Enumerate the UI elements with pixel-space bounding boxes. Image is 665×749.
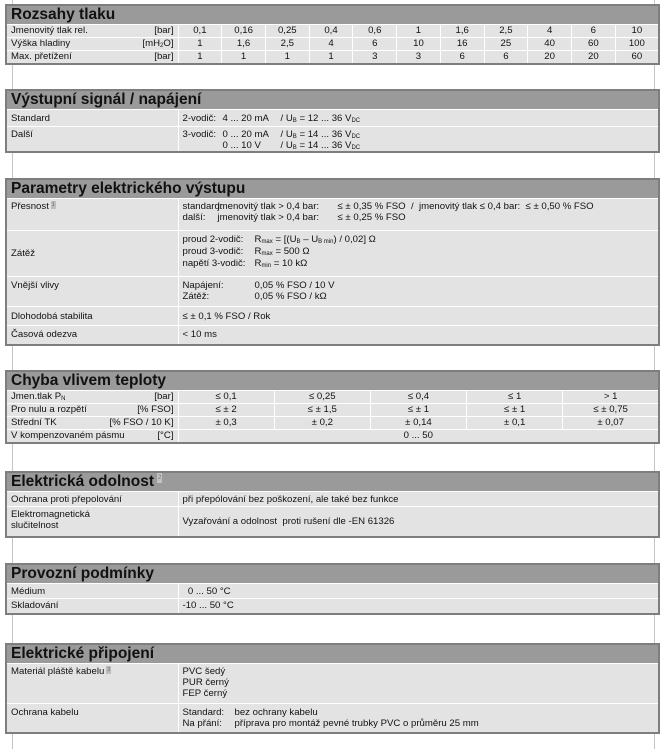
value-cell: 4: [528, 25, 572, 38]
value-cell: 20: [528, 51, 572, 64]
value-cell: 6: [353, 38, 397, 51]
row-label: Médium: [6, 584, 178, 599]
label-text: Pro nulu a rozpětí: [11, 404, 87, 415]
value-cell: ≤ ± 0,75: [563, 404, 659, 417]
signal-range: 4 ... 20 mA: [222, 112, 269, 124]
row-label: Další: [6, 127, 178, 153]
table-row: [6, 599, 659, 614]
accuracy-condition: jmenovitý tlak > 0,4 bar:: [217, 201, 320, 212]
unit-text: [bar]: [154, 25, 174, 36]
row-label: [6, 38, 178, 51]
label-text: V kompenzovaném pásmu: [11, 430, 125, 441]
row-value: 0 ... 50 °C: [178, 584, 659, 599]
row-label: [6, 391, 178, 404]
unit-pre: [mH: [142, 38, 161, 49]
accuracy-value: ≤ ± 0,25 % FSO: [337, 212, 406, 223]
label-sub: N: [61, 396, 66, 402]
supply-label: / U: [280, 129, 293, 140]
row-label: Zátěž: [6, 231, 178, 277]
dc-sub: DC: [351, 117, 361, 124]
signal-range: 0 ... 10 V: [222, 140, 261, 151]
unit-text: [% FSO]: [137, 404, 174, 415]
row-label: [6, 51, 178, 64]
cable-material: PVC šedý: [182, 666, 226, 677]
value-cell: 1: [309, 51, 353, 64]
supply-sub: B: [292, 134, 297, 140]
table-row: [6, 584, 659, 599]
label-text: Materiál pláště kabelu: [11, 666, 105, 677]
dc-sub: DC: [351, 145, 361, 151]
value-cell: 100: [615, 38, 659, 51]
table-row: [6, 507, 659, 537]
row-label: [6, 404, 178, 417]
electrical-resistance-table: [5, 471, 660, 538]
cable-material: FEP černý: [182, 688, 228, 699]
table-row: [6, 417, 659, 430]
value-cell: 4: [309, 38, 353, 51]
supply-value: = 12 ... 36 V: [296, 112, 352, 124]
table-row: [6, 38, 659, 51]
load-key: proud 2-vodič:: [182, 234, 244, 245]
influence-key: Napájení:: [182, 280, 224, 291]
value-cell: 20: [571, 51, 615, 64]
electrical-connection-table: [5, 643, 660, 734]
output-signal-table: [5, 89, 660, 153]
row-value: [178, 199, 659, 231]
protection-key: Standard:: [182, 707, 225, 718]
table-row: [6, 25, 659, 38]
dc-sub: DC: [351, 134, 361, 140]
label-text: Střední TK: [11, 417, 57, 428]
row-label: Vnější vlivy: [6, 277, 178, 307]
value-cell: ≤ ± 1,5: [274, 404, 370, 417]
value-cell: ≤ 0,25: [274, 391, 370, 404]
pressure-ranges-table: [5, 4, 660, 65]
table-row: [6, 430, 659, 443]
value-cell: ≤ ± 1: [467, 404, 563, 417]
table-row: [6, 231, 659, 277]
operating-conditions-table: [5, 563, 660, 615]
row-value: [178, 277, 659, 307]
supply-value: = 14 ... 36 V: [296, 140, 352, 151]
value-cell: 10: [397, 38, 441, 51]
label-text: Výška hladiny: [11, 38, 71, 49]
table-row: [6, 277, 659, 307]
value-cell: 60: [615, 51, 659, 64]
footnote-marker: 1: [51, 202, 55, 208]
formula-part: = [(U: [272, 234, 297, 245]
row-label: Dlohodobá stabilita: [6, 307, 178, 326]
value-cell: 10: [615, 25, 659, 38]
accuracy-value: ≤ ± 0,35 % FSO / jmenovitý tlak ≤ 0,4 bar: ≤ ± 0,50 % FSO: [337, 201, 594, 212]
value-cell: 0,4: [309, 25, 353, 38]
r-sub: min: [261, 263, 272, 269]
value-cell: ± 0,1: [467, 417, 563, 430]
table-row: [6, 307, 659, 326]
section-title: [6, 472, 659, 492]
row-label: [6, 664, 178, 704]
table-row: [6, 199, 659, 231]
row-value: Vyzařování a odolnost proti rušení dle -EN 61326: [178, 507, 659, 537]
value-cell: ± 0,07: [563, 417, 659, 430]
row-label: Ochrana kabelu: [6, 704, 178, 733]
value-cell: > 1: [563, 391, 659, 404]
row-value: [178, 664, 659, 704]
value-cell: ≤ 1: [467, 391, 563, 404]
influence-value: 0,05 % FSO / kΩ: [254, 291, 327, 302]
unit-text: [bar]: [154, 391, 174, 402]
r-sub: max: [261, 239, 273, 245]
value-cell: 1,6: [440, 25, 484, 38]
formula-part: – U: [300, 234, 319, 245]
value-cell: ± 0,2: [274, 417, 370, 430]
unit-post: O]: [163, 38, 174, 49]
value-cell: 1,6: [222, 38, 266, 51]
row-label: [6, 507, 178, 537]
section-title: Provozní podmínky: [6, 564, 659, 584]
table-row: [6, 326, 659, 345]
footnote-marker: 2: [157, 475, 162, 481]
row-label: [6, 199, 178, 231]
footnote-marker: 3: [107, 667, 111, 673]
label-line: slučitelnost: [11, 520, 59, 531]
section-title: Chyba vlivem teploty: [6, 371, 659, 391]
value-cell: 3: [397, 51, 441, 64]
formula-sub: B: [296, 239, 301, 245]
influence-value: 0,05 % FSO / 10 V: [254, 280, 335, 291]
row-value: [178, 231, 659, 277]
value-cell: 1: [265, 51, 309, 64]
row-value: ≤ ± 0,1 % FSO / Rok: [178, 307, 659, 326]
wire-type: 2-vodič:: [182, 112, 217, 124]
load-value: = 500 Ω: [272, 246, 310, 257]
value-cell: 1: [178, 51, 222, 64]
value-cell: 1: [178, 38, 222, 51]
value-cell: 25: [484, 38, 528, 51]
value-cell: 2,5: [484, 25, 528, 38]
protection-value: bez ochrany kabelu: [234, 707, 318, 718]
supply-value: = 14 ... 36 V: [296, 129, 352, 140]
value-cell: 1: [397, 25, 441, 38]
section-title: Výstupní signál / napájení: [6, 90, 659, 110]
electrical-output-table: [5, 178, 660, 346]
accuracy-key: další:: [182, 212, 206, 223]
accuracy-key: standard:: [182, 201, 223, 212]
row-value: [178, 704, 659, 733]
table-row: [6, 664, 659, 704]
value-cell: ± 0,3: [178, 417, 274, 430]
row-label: [6, 417, 178, 430]
accuracy-condition: jmenovitý tlak > 0,4 bar:: [217, 212, 320, 223]
value-cell: 16: [440, 38, 484, 51]
value-cell: ≤ 0,1: [178, 391, 274, 404]
unit-text: [bar]: [154, 51, 174, 62]
formula-part: ) / 0,02] Ω: [333, 234, 376, 245]
load-value: = 10 kΩ: [271, 258, 308, 269]
table-row: [6, 391, 659, 404]
load-key: napětí 3-vodič:: [182, 258, 246, 269]
influence-key: Zátěž:: [182, 291, 210, 302]
label-main: Jmen.tlak P: [11, 391, 62, 402]
label-line: Elektromagnetická: [11, 509, 90, 520]
row-label: Ochrana proti přepolování: [6, 492, 178, 507]
supply-label: / U: [280, 140, 293, 151]
label-text: Přesnost: [11, 201, 49, 212]
row-label: Skladování: [6, 599, 178, 614]
title-text: Elektrická odolnost: [11, 473, 154, 490]
row-value: při přepólování bez poškození, ale také bez funkce: [178, 492, 659, 507]
row-label: Standard: [6, 110, 178, 127]
supply-sub: B: [292, 145, 297, 151]
value-cell: 0,16: [222, 25, 266, 38]
value-cell: ± 0,14: [370, 417, 466, 430]
protection-key: Na přání:: [182, 718, 222, 729]
value-cell: 0,6: [353, 25, 397, 38]
value-cell: 6: [440, 51, 484, 64]
value-cell: 1: [222, 51, 266, 64]
supply-sub: B: [292, 117, 297, 124]
row-value: [178, 110, 659, 127]
value-cell: 6: [571, 25, 615, 38]
row-label: [6, 25, 178, 38]
unit-sub: 2: [160, 43, 164, 49]
value-cell: 60: [571, 38, 615, 51]
unit-text: [°C]: [157, 430, 174, 441]
formula-sub: B min: [318, 239, 334, 245]
table-row: [6, 51, 659, 64]
value-cell: ≤ ± 1: [370, 404, 466, 417]
value-cell: 0,1: [178, 25, 222, 38]
r-symbol: R: [254, 234, 262, 245]
supply-label: / U: [280, 112, 293, 124]
row-value: -10 ... 50 °C: [178, 599, 659, 614]
value-cell: ≤ ± 2: [178, 404, 274, 417]
unit-text: [142, 38, 173, 49]
label-text: [11, 391, 65, 402]
row-label: Časová odezva: [6, 326, 178, 345]
protection-value: příprava pro montáž pevné trubky PVC o průměru 25 mm: [234, 718, 479, 729]
table-row: [6, 404, 659, 417]
r-sub: max: [261, 251, 273, 257]
temperature-error-table: [5, 370, 660, 444]
label-text: Jmenovitý tlak rel.: [11, 25, 88, 36]
signal-range: 0 ... 20 mA: [222, 129, 269, 140]
label-text: Max. přetížení: [11, 51, 72, 62]
value-cell: ≤ 0,4: [370, 391, 466, 404]
value-cell: 0 ... 50: [178, 430, 659, 443]
row-value: [178, 127, 659, 153]
table-row: [6, 492, 659, 507]
table-row: [6, 704, 659, 733]
unit-text: [% FSO / 10 K]: [109, 417, 174, 428]
r-symbol: R: [254, 258, 262, 269]
section-title: Rozsahy tlaku: [6, 5, 659, 25]
r-symbol: R: [254, 246, 262, 257]
value-cell: 40: [528, 38, 572, 51]
value-cell: 2,5: [265, 38, 309, 51]
table-row: [6, 127, 659, 153]
section-title: Elektrické připojení: [6, 644, 659, 664]
section-title: Parametry elektrického výstupu: [6, 179, 659, 199]
value-cell: 0,25: [265, 25, 309, 38]
load-key: proud 3-vodič:: [182, 246, 244, 257]
row-label: [6, 430, 178, 443]
table-row: [6, 110, 659, 127]
row-value: < 10 ms: [178, 326, 659, 345]
value-cell: 6: [484, 51, 528, 64]
cable-material: PUR černý: [182, 677, 229, 688]
value-cell: 3: [353, 51, 397, 64]
wire-type: 3-vodič:: [182, 129, 217, 140]
